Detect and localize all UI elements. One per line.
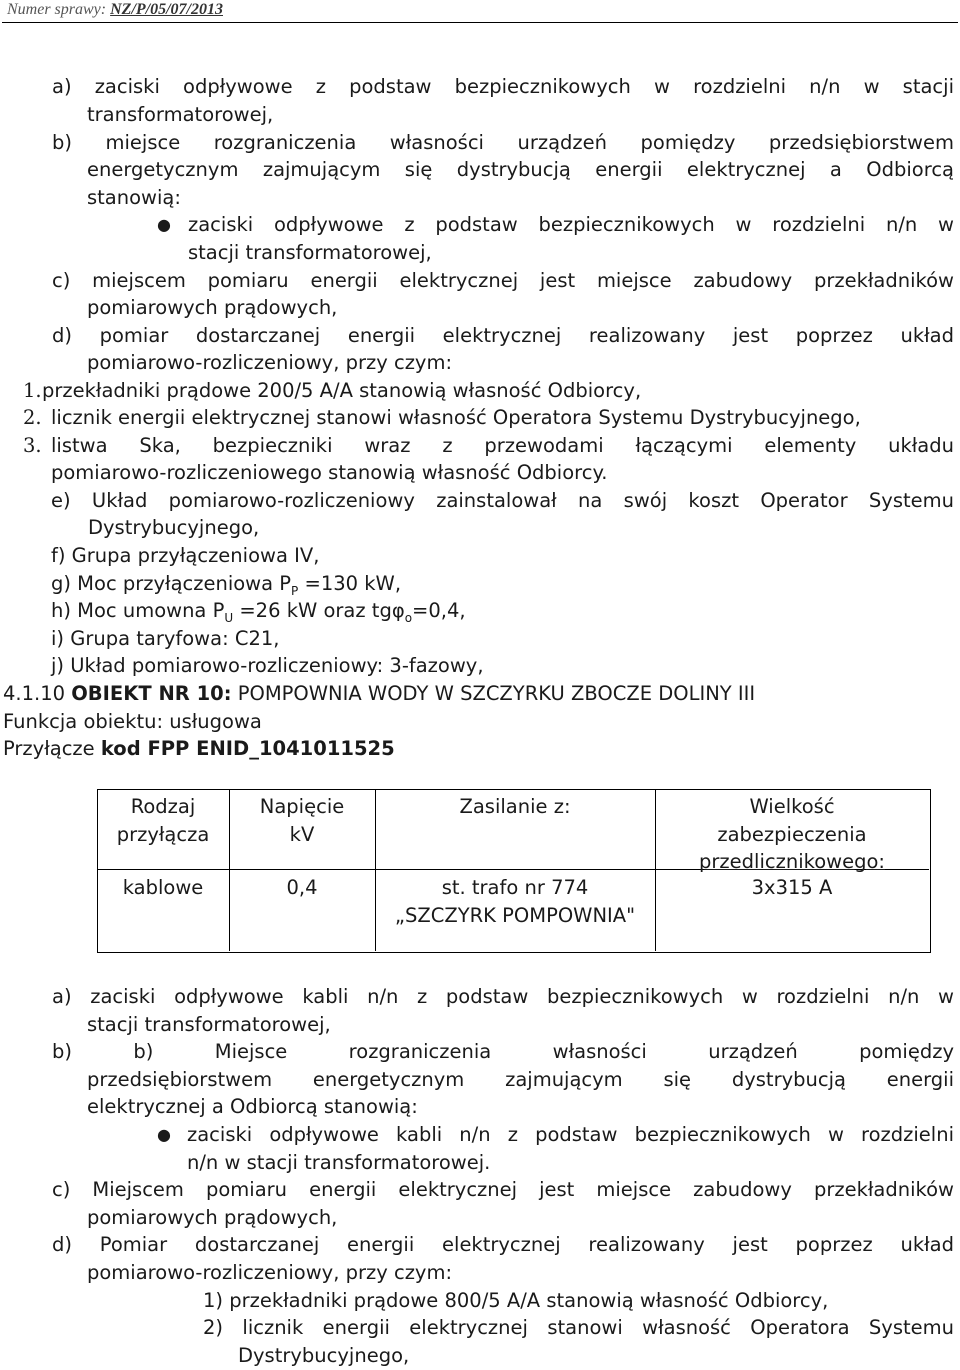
s2-item-c-line1: c) Miejscem pomiaru energii elektrycznej jest miejsce zabudowy przekładników [52, 1178, 954, 1201]
item-c-line2: pomiarowych prądowych, [87, 296, 338, 319]
s2-list-item-2-line2: Dystrybucyjnego, [238, 1344, 410, 1367]
s2-item-b-line1: b) b) Miejsce rozgraniczenia własności urządzeń pomiędzy [52, 1040, 954, 1063]
header-voltage [229, 793, 375, 848]
case-label: Numer sprawy: [7, 1, 107, 18]
header-fuse-line2: zabezpieczenia [717, 822, 867, 846]
item-g-sub: P [291, 583, 299, 598]
s2-item-a-line1: a) zaciski odpływowe kabli n/n z podstaw bezpiecznikowych w rozdzielni n/n w [52, 985, 954, 1008]
bullet-line1: zaciski odpływowe z podstaw bezpiecznikowych w rozdzielni n/n w [188, 213, 954, 236]
list-item-3-line1: listwa Ska, bezpieczniki wraz z przewodami łączącymi elementy układu [51, 434, 954, 457]
list-item-3-line2: pomiarowo-rozliczeniowego stanowią własność Odbiorcy. [51, 461, 608, 484]
cell-supply [375, 874, 655, 929]
s2-item-a-line2: stacji transformatorowej, [87, 1013, 331, 1036]
header-connection-type [97, 793, 229, 848]
header-volt-line2: kV [289, 822, 315, 846]
item-e-line2: Dystrybucyjnego, [88, 516, 260, 539]
item-e-line1: e) Układ pomiarowo-rozliczeniowy zainstalował na swój koszt Operator Systemu [51, 489, 954, 512]
header-fuse-line3: przedlicznikowego: [699, 850, 885, 874]
list-item-1: przekładniki prądowe 200/5 A/A stanowią własność Odbiorcy, [42, 379, 642, 402]
item-h-sub: U [224, 610, 234, 625]
item-c-line1: c) miejscem pomiaru energii elektrycznej jest miejsce zabudowy przekładników [52, 269, 954, 292]
page-header [7, 0, 223, 20]
header-type-line1: Rodzaj [130, 795, 196, 818]
case-number: NZ/P/05/07/2013 [110, 1, 223, 18]
item-h-post: =0,4, [412, 599, 466, 622]
item-d-line1: d) pomiar dostarczanej energii elektrycznej realizowany jest poprzez układ [52, 324, 954, 347]
connection-code: kod FPP ENID_1041011525 [100, 737, 395, 760]
item-h-mid: =26 kW oraz tgφ [233, 599, 405, 622]
cell-fuse: 3x315 A [751, 876, 833, 899]
item-g-post: =130 kW, [298, 572, 402, 595]
item-d-line2: pomiarowo-rozliczeniowy, przy czym: [87, 351, 453, 374]
item-a-line2: transformatorowej, [87, 103, 274, 126]
object-title [3, 680, 755, 708]
header-divider [2, 22, 958, 23]
list-item-2: licznik energii elektrycznej stanowi własność Operatora Systemu Dystrybucyjnego, [51, 406, 861, 429]
item-a-line1: a) zaciski odpływowe z podstaw bezpiecznikowych w rozdzielni n/n w stacji [52, 75, 954, 98]
list-num-3: 3. [23, 434, 42, 457]
s2-item-d-line1: d) Pomiar dostarczanej energii elektrycznej realizowany jest poprzez układ [52, 1233, 954, 1256]
object-function: Funkcja obiektu: usługowa [3, 710, 262, 733]
item-b-line3: stanowią: [87, 186, 181, 209]
object-label: OBIEKT NR 10: [71, 682, 232, 705]
bullet-line2: stacji transformatorowej, [188, 241, 432, 264]
s2-item-b-line3: elektrycznej a Odbiorcą stanowią: [87, 1095, 418, 1118]
s2-item-d-line2: pomiarowo-rozliczeniowy, przy czym: [87, 1261, 453, 1284]
cell-supply-line1: st. trafo nr 774 [441, 876, 589, 899]
object-connection [3, 735, 395, 763]
item-b-line2: energetycznym zajmującym się dystrybucją energii elektrycznej a Odbiorcą [87, 158, 954, 181]
bullet-icon: ● [157, 215, 171, 234]
s2-item-b-line2: przedsiębiorstwem energetycznym zajmującym się dystrybucją energii [87, 1068, 954, 1091]
item-h-sub2: o [404, 610, 413, 625]
s2-list-item-1: 1) przekładniki prądowe 800/5 A/A stanowią własność Odbiorcy, [203, 1289, 829, 1312]
header-fuse [655, 793, 929, 876]
s2-bullet-icon: ● [157, 1125, 171, 1144]
list-num-1: 1. [23, 379, 42, 402]
header-fuse-line1: Wielkość [749, 795, 835, 818]
header-supply: Zasilanie z: [459, 795, 571, 818]
item-h-pre: h) Moc umowna P [51, 599, 225, 622]
item-j: j) Układ pomiarowo-rozliczeniowy: 3-fazowy, [51, 654, 484, 677]
connection-label: Przyłącze [3, 737, 101, 760]
header-volt-line1: Napięcie [259, 795, 345, 818]
item-g-pre: g) Moc przyłączeniowa P [51, 572, 292, 595]
item-b-line1: b) miejsce rozgraniczenia własności urządzeń pomiędzy przedsiębiorstwem [52, 131, 954, 154]
list-num-2: 2. [23, 406, 42, 429]
s2-bullet-line2: n/n w stacji transformatorowej. [187, 1151, 491, 1174]
cell-type: kablowe [122, 876, 204, 899]
s2-list-item-2-line1: 2) licznik energii elektrycznej stanowi własność Operatora Systemu [203, 1316, 954, 1339]
header-type-line2: przyłącza [116, 822, 210, 846]
cell-voltage: 0,4 [286, 876, 318, 899]
item-f: f) Grupa przyłączeniowa IV, [51, 544, 320, 567]
item-i: i) Grupa taryfowa: C21, [51, 627, 280, 650]
cell-supply-line2: „SZCZYRK POMPOWNIA" [394, 903, 636, 927]
object-number: 4.1.10 [3, 682, 66, 705]
object-name: POMPOWNIA WODY W SZCZYRKU ZBOCZE DOLINY III [231, 682, 756, 705]
s2-item-c-line2: pomiarowych prądowych, [87, 1206, 338, 1229]
s2-bullet-line1: zaciski odpływowe kabli n/n z podstaw bezpiecznikowych w rozdzielni [187, 1123, 954, 1146]
